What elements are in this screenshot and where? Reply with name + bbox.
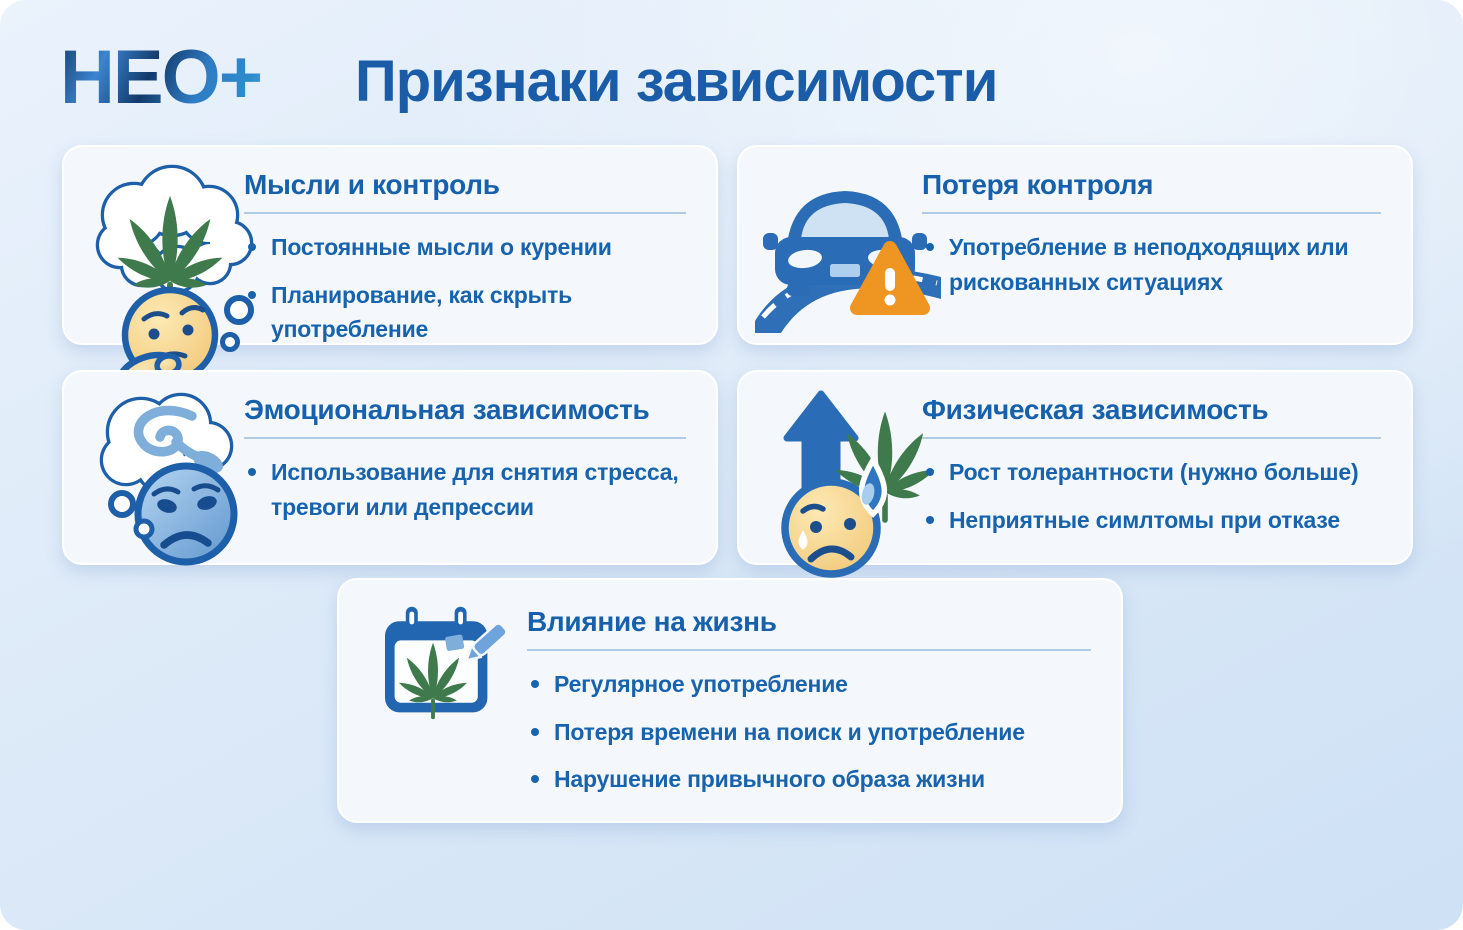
bullet-list: [244, 455, 686, 524]
bullet-item: Неприятные симлтомы при отказе: [922, 503, 1381, 538]
bullet-item: Нарушение привычного образа жизни: [527, 762, 1091, 797]
car-road-warning-triangle-icon: [753, 161, 945, 337]
bullet-item: Использование для снятия стресса, тревоги или депрессии: [244, 455, 686, 524]
bullet-list: [244, 230, 686, 347]
sad-blue-face-thought-swirl-icon: [86, 382, 254, 570]
card-title: Влияние на жизнь: [527, 606, 1091, 651]
bullet-item: Употребление в неподходящих или рискованных ситуациях: [922, 230, 1381, 299]
bullet-list: [527, 667, 1091, 797]
neo-plus-logo: НЕО+: [60, 35, 262, 120]
card-impact-on-life: [337, 578, 1123, 823]
card-emotional-dependence: [62, 370, 718, 565]
card-title: Мысли и контроль: [244, 169, 686, 214]
card-title: Потеря контроля: [922, 169, 1381, 214]
bullet-item: Постоянные мысли о курении: [244, 230, 686, 265]
bullet-item: Потеря времени на поиск и употребление: [527, 715, 1091, 750]
thinking-face-cannabis-thought-bubble-icon: [82, 153, 260, 381]
card-thoughts-and-control: [62, 145, 718, 345]
bullet-item: Регулярное употребление: [527, 667, 1091, 702]
up-arrow-cannabis-sad-face-tear-icon: [759, 380, 935, 578]
card-loss-of-control: [737, 145, 1413, 345]
bullet-list: [922, 455, 1381, 537]
bullet-item: Планирование, как скрыть употребление: [244, 278, 686, 347]
card-physical-dependence: [737, 370, 1413, 565]
page-title: Признаки зависимости: [355, 49, 998, 114]
calendar-cannabis-pencil-icon: [377, 602, 505, 722]
bullet-list: [922, 230, 1381, 299]
bullet-item: Рост толерантности (нужно больше): [922, 455, 1381, 490]
card-title: Эмоциональная зависимость: [244, 394, 686, 439]
card-title: Физическая зависимость: [922, 394, 1381, 439]
